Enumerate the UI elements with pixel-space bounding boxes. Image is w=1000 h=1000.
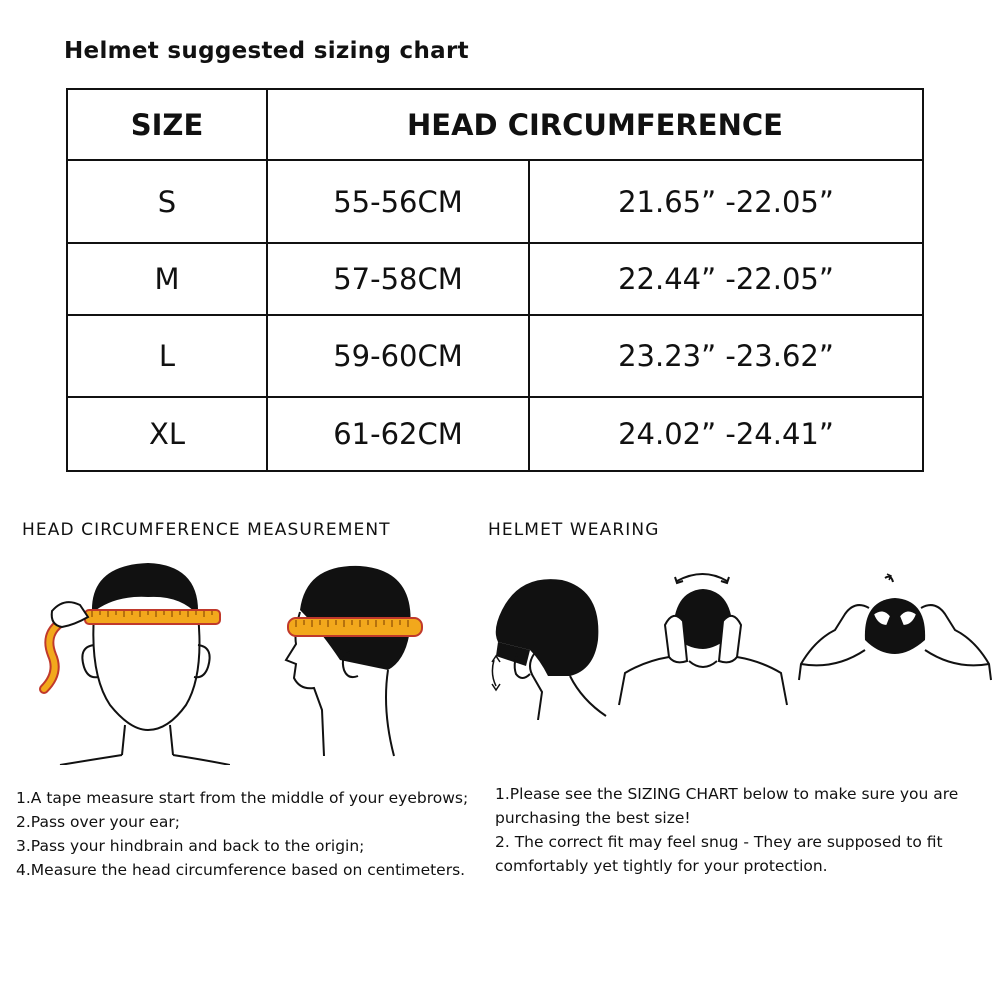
front-head-measure-icon bbox=[30, 555, 230, 765]
cell-inch: 23.23” -23.62” bbox=[529, 315, 923, 397]
table-row bbox=[67, 243, 923, 315]
measurement-heading: HEAD CIRCUMFERENCE MEASUREMENT bbox=[22, 520, 391, 540]
table-row bbox=[67, 397, 923, 471]
cell-cm: 61-62CM bbox=[267, 397, 529, 471]
list-item: 3.Pass your hindbrain and back to the origin; bbox=[16, 837, 365, 855]
list-item: 2. The correct fit may feel snug - They are supposed to fit bbox=[495, 833, 943, 851]
cell-inch: 22.44” -22.05” bbox=[529, 243, 923, 315]
wearing-heading: HELMET WEARING bbox=[488, 520, 660, 540]
cell-size: XL bbox=[67, 397, 267, 471]
list-item: purchasing the best size! bbox=[495, 809, 691, 827]
measurement-steps bbox=[16, 786, 468, 882]
list-item: 1.Please see the SIZING CHART below to make sure you are bbox=[495, 785, 959, 803]
sizing-table bbox=[66, 88, 924, 472]
table-row bbox=[67, 160, 923, 243]
list-item: 1.A tape measure start from the middle of your eyebrows; bbox=[16, 789, 469, 807]
cell-size: L bbox=[67, 315, 267, 397]
cell-size: M bbox=[67, 243, 267, 315]
list-item: 4.Measure the head circumference based on centimeters. bbox=[16, 861, 466, 879]
page-title: Helmet suggested sizing chart bbox=[64, 38, 469, 64]
cell-cm: 55-56CM bbox=[267, 160, 529, 243]
cell-cm: 57-58CM bbox=[267, 243, 529, 315]
list-item: 2.Pass over your ear; bbox=[16, 813, 180, 831]
table-header-row bbox=[67, 89, 923, 160]
wearing-steps bbox=[495, 782, 958, 878]
header-circumference: HEAD CIRCUMFERENCE bbox=[267, 89, 923, 160]
cell-inch: 24.02” -24.41” bbox=[529, 397, 923, 471]
cell-cm: 59-60CM bbox=[267, 315, 529, 397]
side-head-measure-icon bbox=[270, 560, 430, 760]
helmet-side-icon bbox=[490, 570, 610, 720]
table-row bbox=[67, 315, 923, 397]
list-item: comfortably yet tightly for your protection. bbox=[495, 857, 828, 875]
cell-size: S bbox=[67, 160, 267, 243]
helmet-lowering-icon bbox=[615, 565, 790, 715]
helmet-adjust-icon bbox=[795, 570, 995, 710]
header-size: SIZE bbox=[67, 89, 267, 160]
cell-inch: 21.65” -22.05” bbox=[529, 160, 923, 243]
